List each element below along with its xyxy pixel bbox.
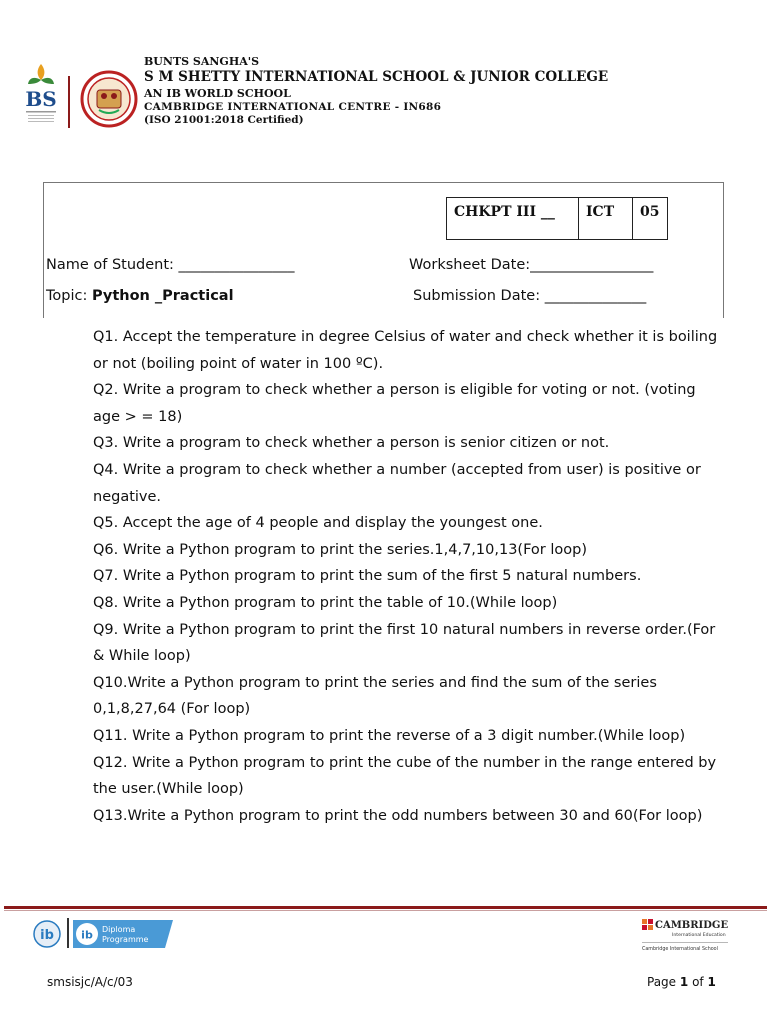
question: Q6. Write a Python program to print the series.1,4,7,10,13(For loop) <box>93 541 587 558</box>
ib-programme-text: Programme <box>102 935 149 944</box>
page-word: Page <box>647 975 677 989</box>
submission-date-blank: ______________ <box>544 288 647 304</box>
cambridge-title: CAMBRIDGE <box>655 920 729 931</box>
topic-value: Python _Practical <box>91 288 234 304</box>
ib-world-school-icon <box>33 920 61 948</box>
worksheet-date <box>409 257 653 273</box>
cambridge-logo <box>642 916 732 956</box>
ib-small-text: ib <box>40 928 54 943</box>
footer-rule-thin <box>4 910 767 911</box>
footer-logo-divider <box>67 918 69 948</box>
question: Q5. Accept the age of 4 people and display the youngest one. <box>93 515 543 532</box>
document-code: smsisjc/A/c/03 <box>47 975 133 989</box>
topic <box>46 288 234 304</box>
header-line-4: CAMBRIDGE INTERNATIONAL CENTRE - IN686 <box>144 100 442 113</box>
header-line-5: (ISO 21001:2018 Certified) <box>144 114 304 126</box>
footer-rule <box>4 906 767 909</box>
question: Q3. Write a program to check whether a person is senior citizen or not. <box>93 435 610 452</box>
questions-list <box>93 324 718 829</box>
header-line-3: AN IB WORLD SCHOOL <box>144 86 291 100</box>
page-of: of <box>692 975 704 989</box>
school-header <box>144 56 608 126</box>
checkpoint-table <box>446 197 668 240</box>
question: Q2. Write a program to check whether a person is eligible for voting or not. (voting age > = 18) <box>93 382 696 425</box>
topic-label: Topic: <box>46 288 88 304</box>
number-cell: 05 <box>640 204 660 220</box>
checkpoint-cell: CHKPT III __ <box>447 198 579 239</box>
logo-bs-text: BS <box>25 87 57 111</box>
cambridge-subtitle: International Education <box>672 933 726 938</box>
question: Q7. Write a Python program to print the sum of the first 5 natural numbers. <box>93 568 642 585</box>
question: Q1. Accept the temperature in degree Celsius of water and check whether it is boiling or not (boiling point of water in 100 ºC). <box>93 329 718 372</box>
ib-programme-initials: ib <box>81 928 93 942</box>
question: Q8. Write a Python program to print the table of 10.(While loop) <box>93 594 558 611</box>
submission-date <box>413 288 646 304</box>
question: Q10.Write a Python program to print the series and find the sum of the series 0,1,8,27,64 (For loop) <box>93 674 657 718</box>
school-seal-logo <box>80 70 138 128</box>
page-total: 1 <box>707 975 716 989</box>
school-name: S M SHETTY INTERNATIONAL SCHOOL & JUNIOR COLLEGE <box>144 69 609 85</box>
question: Q4. Write a program to check whether a number (accepted from user) is positive or negative. <box>93 461 701 505</box>
page-current: 1 <box>679 975 689 989</box>
question: Q9. Write a Python program to print the first 10 natural numbers in reverse order.(For & While loop) <box>93 621 716 665</box>
question: Q12. Write a Python program to print the cube of the number in the range entered by the user.(While loop) <box>93 754 717 798</box>
subject-cell: ICT <box>579 198 633 239</box>
page-number <box>647 975 716 989</box>
worksheet-date-blank: _________________ <box>530 257 654 273</box>
name-of-student <box>46 257 295 273</box>
name-blank: ________________ <box>178 257 295 273</box>
question: Q11. Write a Python program to print the reverse of a 3 digit number.(While loop) <box>93 727 686 744</box>
question: Q13.Write a Python program to print the odd numbers between 30 and 60(For loop) <box>93 807 703 824</box>
ib-diploma-programme-logo <box>73 920 173 948</box>
header-divider <box>68 76 70 128</box>
header-line-1: BUNTS SANGHA'S <box>144 55 260 68</box>
school-logo-bs <box>20 62 62 126</box>
ib-diploma-text: Diploma <box>102 925 136 934</box>
submission-date-label: Submission Date: <box>413 288 541 304</box>
name-label: Name of Student: <box>46 257 174 273</box>
worksheet-date-label: Worksheet Date: <box>409 257 531 273</box>
cambridge-school-text: Cambridge International School <box>642 947 718 952</box>
